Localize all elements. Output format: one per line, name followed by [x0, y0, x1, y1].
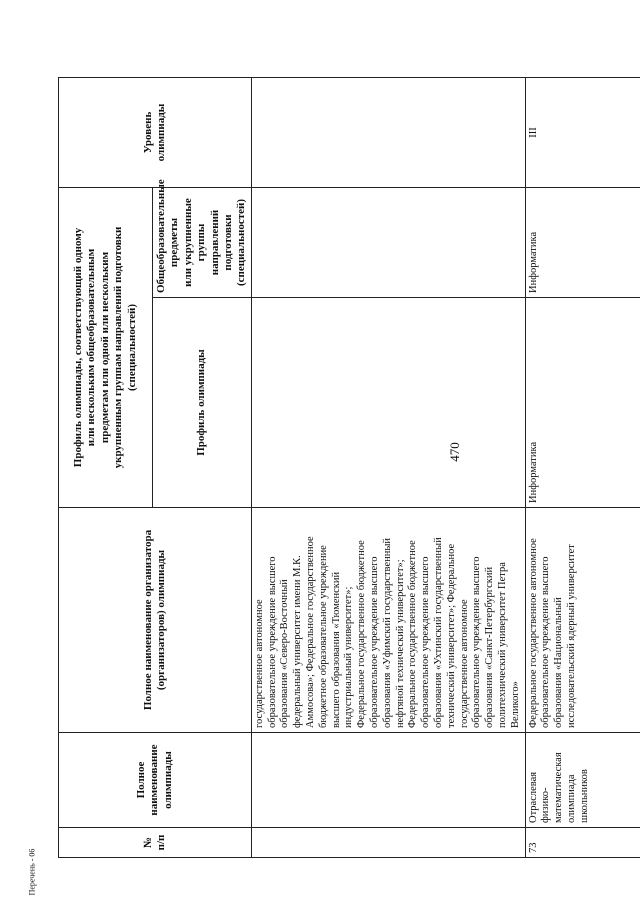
header-profile: Профиль олимпиады: [153, 298, 252, 508]
table-row: [525, 77, 640, 857]
cell-organizer: Федеральное государственное автономное образовательное учреждение высшего образования «Национальный исследовательский ядерный университет: [525, 508, 640, 733]
header-num: № п/п: [59, 828, 252, 858]
cell-num: 73: [525, 828, 640, 858]
header-organizer: Полное наименование организатора (организаторов) олимпиады: [59, 508, 252, 733]
footer-note: Перечень - 06: [27, 848, 37, 896]
cell-level: III: [525, 77, 640, 187]
header-level: Уровень олимпиады: [59, 77, 252, 187]
cell-subjects: [251, 187, 525, 297]
header-name: Полное наименование олимпиады: [59, 733, 252, 828]
cell-profile: [251, 298, 525, 508]
cell-name: Отраслевая физико- математическая олимпиада школьников: [525, 733, 640, 828]
header-subjects: Общеобразовательные предметы или укрупненные группы направлений подготовки (специальностей): [153, 187, 252, 297]
cell-profile: Информатика: [525, 298, 640, 508]
header-row: [59, 77, 153, 857]
olympiad-table: [58, 77, 640, 858]
page-number: 470: [447, 442, 462, 462]
cell-name: [251, 733, 525, 828]
table-row: [251, 77, 525, 857]
cell-organizer: государственное автономное образовательное учреждение высшего образования «Северо-Восточный федеральный университет имени М.К. Аммосова»; Федеральное государственное бюджетное образовательное учреждение высшего образования «Тюменский индустриальный университет»; Федеральное государственное бюджетное образовательное учреждение высшего образования «Уфимский государственный нефтяной технический университет»; Федеральное государственное бюджетное образовательное учреждение высшего образования «Ухтинский государственный технический университет»; Федеральное государственное автономное образовательное учреждение высшего образования «Санкт-Петербургский политехнический университет Петра Великого»: [251, 508, 525, 733]
cell-level: [251, 77, 525, 187]
cell-subjects: Информатика: [525, 187, 640, 297]
cell-num: [251, 828, 525, 858]
header-profile-group: Профиль олимпиады, соответствующий одному или нескольким общеобразовательным предметам или одной или нескольким укрупненным группам направлений подготовки (специальностей): [59, 187, 153, 507]
rotated-table-wrapper: [58, 78, 595, 858]
